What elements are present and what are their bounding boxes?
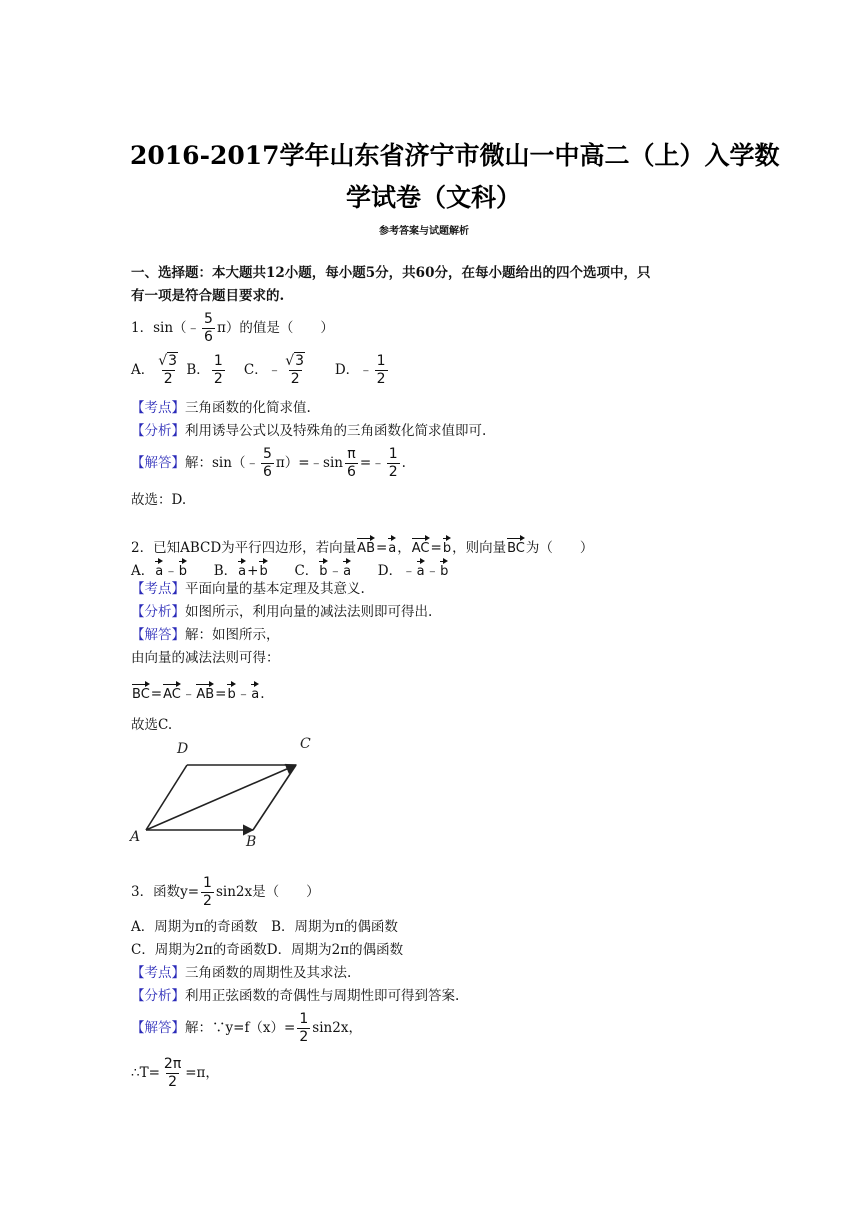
q1-option-a-label: A．	[131, 362, 155, 378]
q2-rule: 由向量的减法法则可得：	[131, 650, 280, 666]
q1-choice: 故选：D.	[131, 492, 187, 508]
q2-choice: 故选C.	[131, 717, 173, 733]
q1-answer: 【解答】解：sin（﹣ $\frac{5}{6}$ π）=﹣sin $\frac{\pi}{6}$ =﹣ $\frac{1}{2}$ .	[131, 446, 406, 480]
q2-options: A．a﹣b B．a+b C．b﹣a D．﹣a﹣b	[131, 557, 449, 581]
q1-option-b-value: $\frac{1}{2}$	[213, 353, 223, 387]
q3-point: 【考点】三角函数的周期性及其求法.	[131, 965, 352, 981]
q2-answer: 【解答】解：如图所示，	[131, 627, 280, 643]
page-subtitle: 参考答案与试题解析	[379, 226, 469, 237]
q2-analysis: 【分析】如图所示，利用向量的减法法则即可得出.	[131, 604, 433, 620]
vector-ac	[146, 765, 296, 830]
q1-option-b-label: B．	[186, 362, 210, 378]
section-heading-line1: 一、选择题：本大题共12小题，每小题5分，共60分，在每小题给出的四个选项中，只	[131, 265, 651, 281]
q2-equation: BC=AC﹣AB=b﹣a.	[131, 680, 265, 704]
answer-tag: 【解答】	[131, 455, 185, 471]
vertex-label-c: C	[300, 736, 311, 752]
point-tag: 【考点】	[131, 400, 185, 416]
q3-options-ab: A．周期为π的奇函数 B．周期为π的偶函数	[131, 919, 398, 935]
section-heading-line2: 有一项是符合题目要求的.	[131, 288, 285, 304]
q1-option-d-value: $\frac{1}{2}$	[376, 353, 386, 387]
q1-option-d-label: D．﹣	[334, 362, 373, 378]
parallelogram-figure	[128, 735, 318, 850]
vertex-label-b: B	[246, 834, 257, 850]
q1-stem: 1．sin（﹣ $\frac{5}{6}$ π）的值是（ ）	[131, 311, 334, 345]
q3-options-cd: C．周期为2π的奇函数D．周期为2π的偶函数	[131, 942, 404, 958]
q2-point: 【考点】平面向量的基本定理及其意义.	[131, 581, 365, 597]
vertex-label-a: A	[130, 829, 141, 845]
q1-options	[131, 354, 390, 387]
q1-point: 【考点】三角函数的化简求值.	[131, 400, 311, 416]
q3-analysis: 【分析】利用正弦函数的奇偶性与周期性即可得到答案.	[131, 988, 460, 1004]
page-title-line1: 2016-2017学年山东省济宁市微山一中高二（上）入学数	[130, 141, 780, 170]
q3-stem: 3．函数y= $\frac{1}{2}$ sin2x是（ ）	[131, 875, 320, 909]
q1-option-c-label: C．﹣	[243, 362, 282, 378]
q3-period: ∴T= $\frac{2\pi}{2}$ =π，	[131, 1056, 219, 1090]
q1-frac: $\frac{5}{6}$	[204, 311, 213, 345]
page-title-line2: 学试卷（文科）	[346, 183, 522, 212]
q1-analysis: 【分析】利用诱导公式以及特殊角的三角函数化简求值即可.	[131, 423, 487, 439]
q2-stem: 2．已知ABCD为平行四边形，若向量AB=a，AC=b，则向量BC为（ ）	[131, 534, 593, 558]
q1-option-a-value: $\frac{√3}{2}$	[158, 353, 178, 387]
vertex-label-d: D	[177, 741, 189, 757]
analysis-tag: 【分析】	[131, 423, 185, 439]
q1-option-c-value: $\frac{√3}{2}$	[285, 353, 305, 387]
q3-answer: 【解答】解：∵y=f（x）= $\frac{1}{2}$ sin2x，	[131, 1011, 362, 1045]
